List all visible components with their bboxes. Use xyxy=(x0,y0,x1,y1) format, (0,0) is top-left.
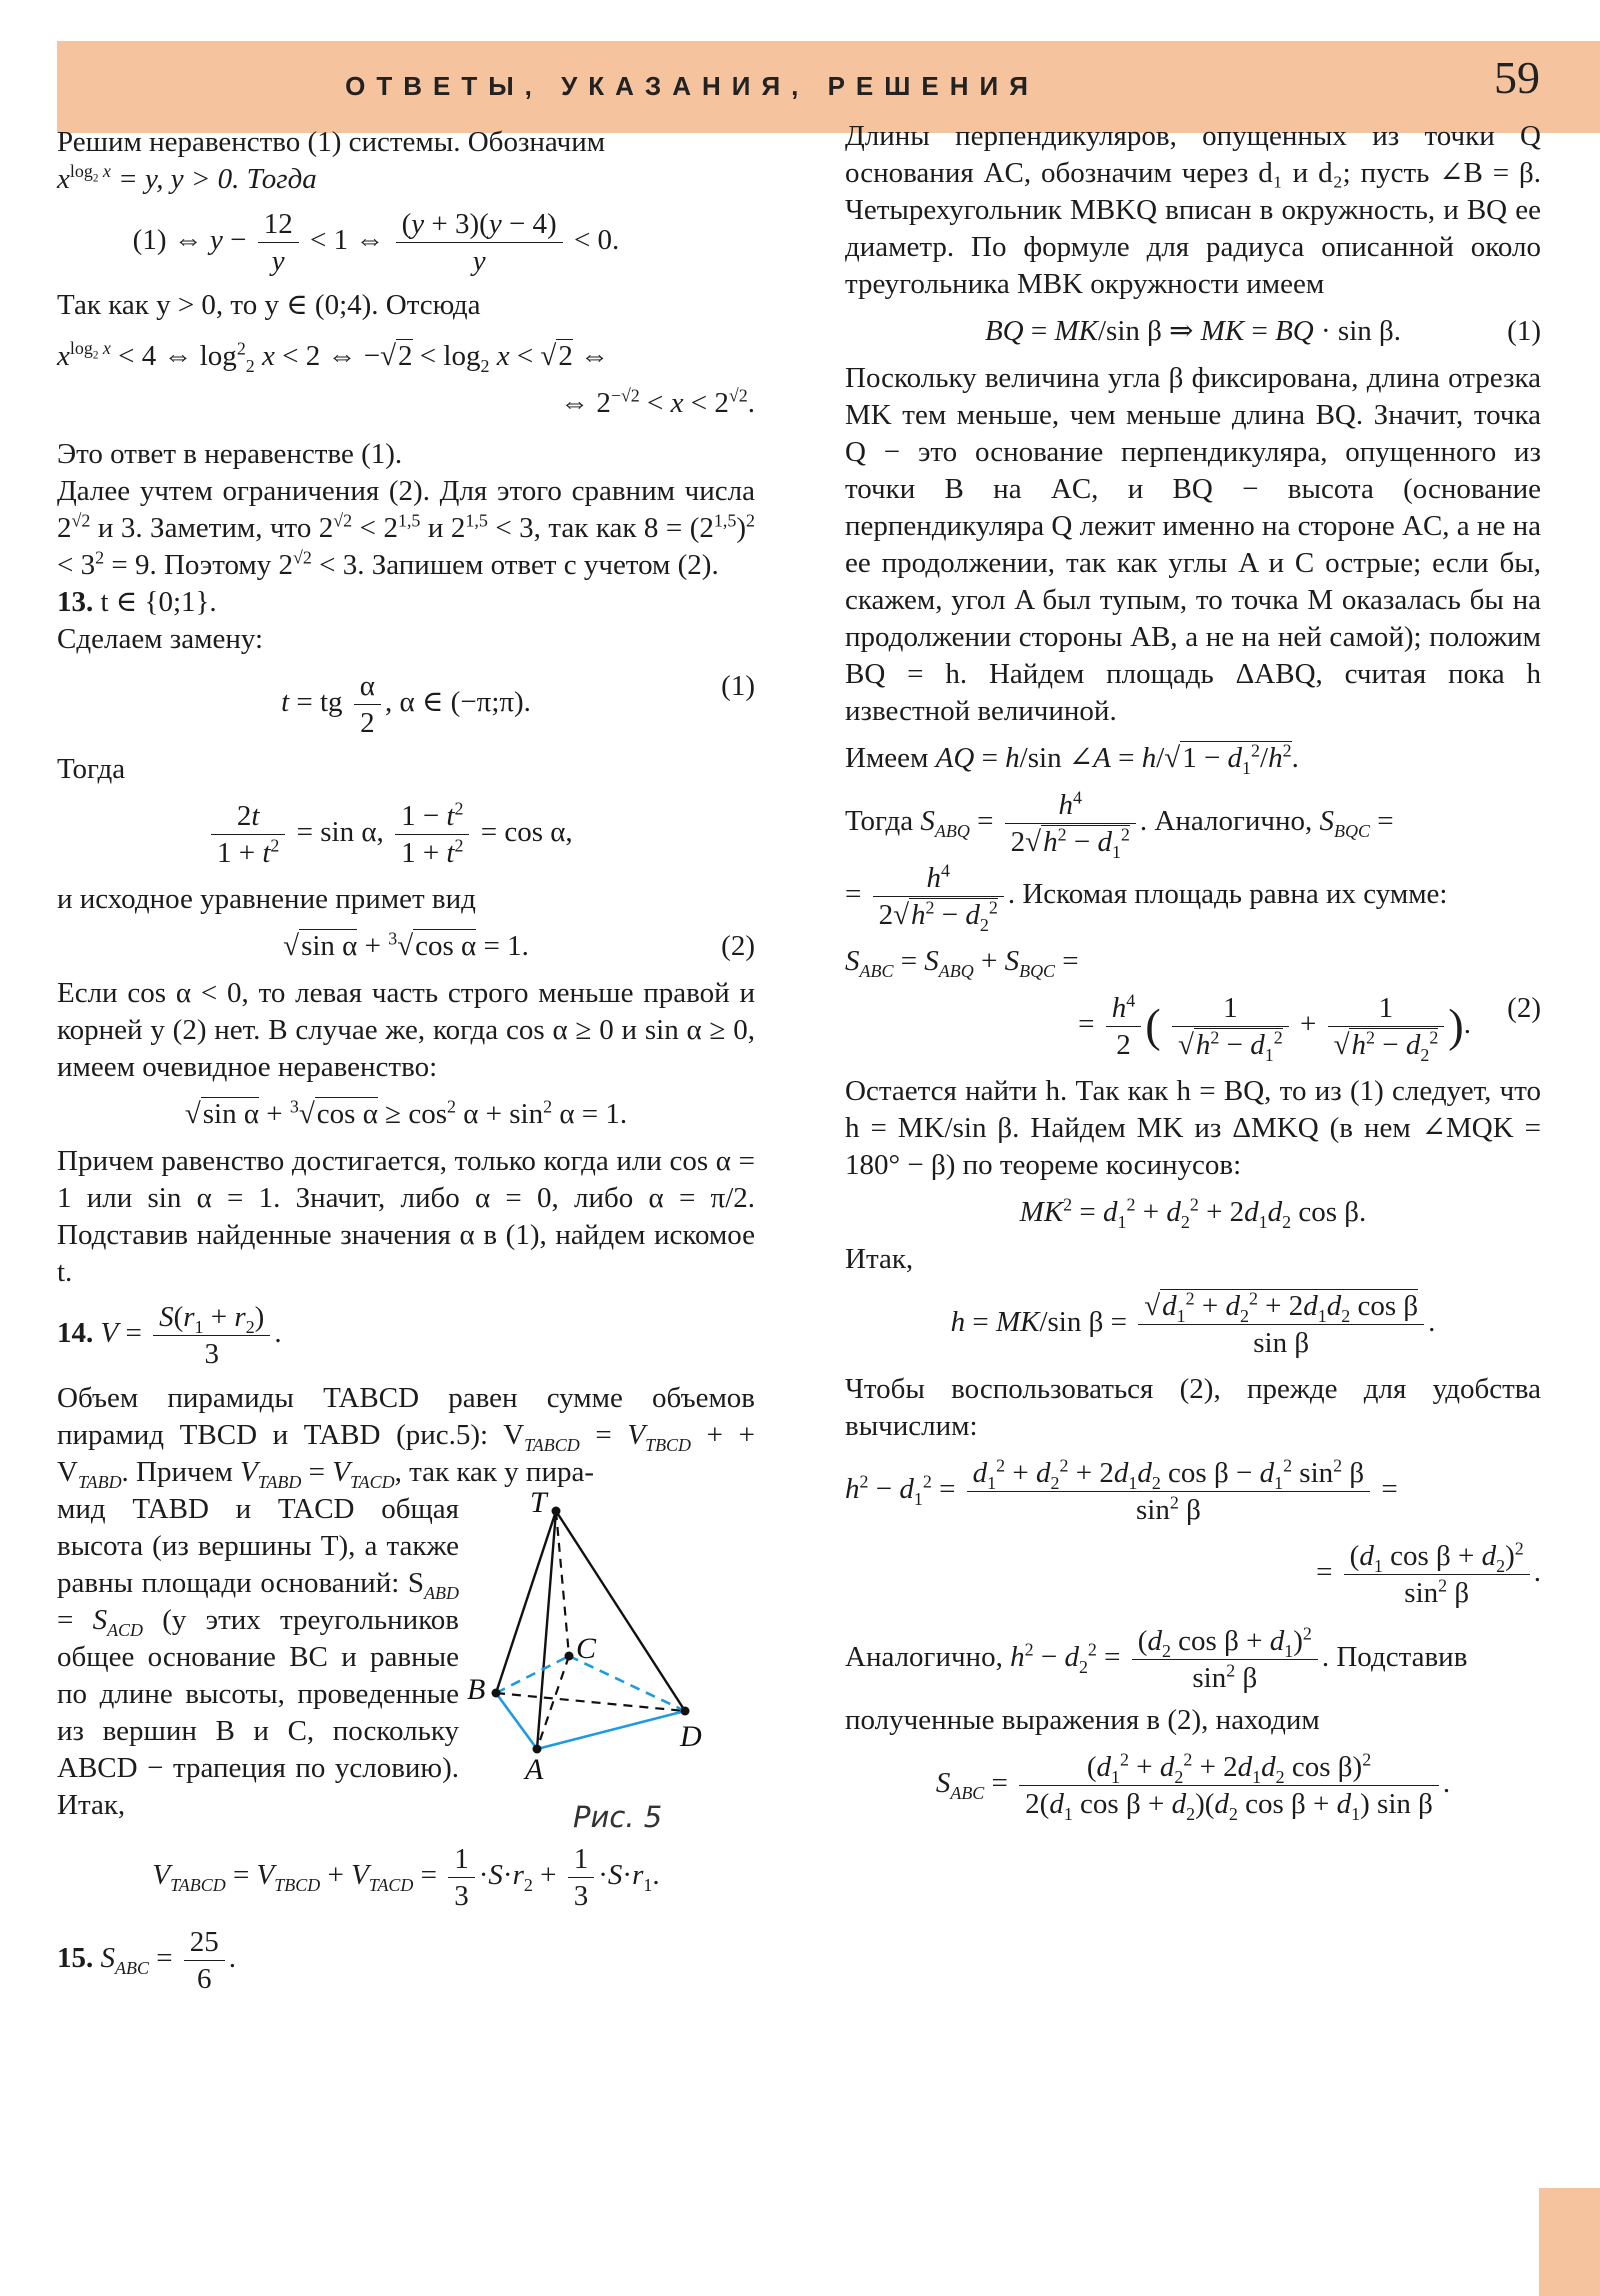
left-para-5: Сделаем замену: xyxy=(57,623,264,655)
right-para-6: Остается найти h. Так как h = BQ, то из (1) следует, что h = MK/sin β. Найдем MK из ΔMKQ (в нем ∠MQK = 180° − β) по теореме косинусов: xyxy=(845,1075,1541,1181)
vertex-t-label: T xyxy=(530,1486,547,1519)
left-para-1: Решим неравенство (1) системы. Обозначим $x^{log_2 x} = y$, y > 0. Тогда xyxy=(57,126,606,195)
left-para-4: Далее учтем ограничения (2). Для этого сравним числа $2^{√2}$ и 3. Заметим, что $2^{√2} < 2^{1,5}$ и $2^{1,5} < 3$, так как $8 = (2^{1,5})^2 < 3^2 = 9$. Поэтому $2^{√2} < 3$. Запишем ответ с учетом (2). xyxy=(57,475,755,581)
pyramid-diagram xyxy=(453,1481,753,1851)
right-para-2: Поскольку величина угла β фиксирована, длина отрезка MK тем меньше, чем меньше длина BQ. Значит, точка Q − это основание перпендикуляра, опущенного из точки B на AC, и BQ − высота (основание перпендикуляра Q лежит именно на стороне AC, а не на ее продолжении, так как углы A и C острые; если бы, скажем, угол A был тупым, то точка M оказалась бы на продолжении стороны AB, а не на ней самой); положим BQ = h. Найдем площадь ΔABQ, считая пока h известной величиной. xyxy=(845,362,1541,727)
right-para-10: полученные выражения в (2), находим xyxy=(845,1704,1320,1736)
formula-h: h = MK/sin β = $\frac{√d_1^2 + d_2^2 + 2d_1d_2 \cos \beta}{\text{sin β}}$ . xyxy=(950,1288,1436,1359)
vertex-d-label: D xyxy=(680,1720,702,1753)
left-para-3: Это ответ в неравенстве (1). xyxy=(57,438,403,470)
vertex-b-label: B xyxy=(467,1673,486,1706)
running-title: ОТВЕТЫ, УКАЗАНИЯ, РЕШЕНИЯ xyxy=(345,71,1039,101)
formula-sabc-2: = $\frac{h^4}{2}$ ( $\frac{1}{√h^2 - d_1^2}$ + $\frac{1}{√h^2 - d_2^2}$ ). (2) xyxy=(1078,990,1541,1065)
formula-tangent-sub: $\frac{2t}{1 + t^2}$ = sin α, $\frac{1 - t^2}{1 + t^2}$ = cos α, xyxy=(207,798,755,871)
formula-equiv-1: (1) ⇔ y − $\frac{12}{y}$ < 1 ⇔ $\frac{(y + 3)(y - 4)}{y}$ < 0. xyxy=(132,208,620,277)
formula-sabc-sum: $S_{ABC} = S_{ABQ} + S_{BQC}$ = xyxy=(845,945,1079,981)
answer-13: 13. t ∈ {0;1}. xyxy=(57,586,217,618)
formula-volume: $V_{TABCD} = V_{TBCD} + V_{TACD}$ = $\frac{1}{3}$ $\cdot S\cdot r_2$ + $\frac{1}{3}$ $\cdot S\cdot r_1$. xyxy=(152,1843,660,1912)
formula-bq: BQ = MK/sin β ⇒ MK = BQ · sin β. (1) xyxy=(984,315,1541,347)
left-para-8: Если cos α < 0, то левая часть строго меньше правой и корней у (2) нет. В случае же, когда cos α ≥ 0 и sin α ≥ 0, имеем очевидное неравенство: xyxy=(57,977,755,1083)
left-column xyxy=(57,118,755,1997)
left-para-11: мид TABD и TACD общая высота (из вершины T), а также равны площади оснований: $S_{ABD} = S_{ACD}$ (у этих треугольников общее основание BC и равные по длине высоты, проведенные из вершин B и C, поскольку ABCD − трапеция по условию). Итак, xyxy=(57,1493,460,1821)
pyramid-figure xyxy=(453,1481,753,1851)
formula-h2-d1-result: = $\frac{(d_1 \cos \beta + d_2)^2}{\sin^2 \beta}$ . xyxy=(1316,1538,1541,1609)
figure-caption: Рис. 5 xyxy=(573,1800,663,1834)
right-para-5: = $\frac{h^4}{2√h^2 - d_2^2}$ . Искомая площадь равна их сумме: xyxy=(845,860,1448,935)
right-para-7: Итак, xyxy=(845,1243,914,1275)
formula-h2-d1: $h^2 - d_1^2$ = $\frac{d_1^2 + d_2^2 + 2d_1d_2 \cos \beta - d_1^2 \sin^2 \beta}{\sin^2 \beta}$ = xyxy=(845,1455,1398,1526)
answer-14: 14. V = $\frac{S(r_1 + r_2)}{3}$ . xyxy=(57,1301,282,1370)
right-para-1: Длины перпендикуляров, опущенных из точки Q основания AC, обозначим через d₁ и d₂; пусть ∠B = β. Четырехугольник MBKQ вписан в окружность, и BQ ее диаметр. По формуле для радиуса описанной около треугольника MBK окружности имеем xyxy=(845,120,1541,300)
left-para-10: Объем пирамиды TABCD равен сумме объемов пирамид TBCD и TABD (рис.5): $V_{TABCD} = V_{TBCD}$ + + $V_{TABD}$. Причем $V_{TABD} = V_{TACD}$, так как у пира- xyxy=(57,1382,756,1492)
left-para-9: Причем равенство достигается, только когда или cos α = 1 или sin α = 1. Значит, либо α = 0, либо α = π/2. Подставив найденные значения α в (1), найдем искомое t. xyxy=(57,1145,755,1288)
right-para-3: Имеем AQ = h/sin ∠A = $h/√1 - d_1^2/h^2$. xyxy=(845,740,1299,778)
left-para-6: Тогда xyxy=(57,753,126,785)
side-tab xyxy=(1539,2188,1600,2296)
left-para-7: и исходное уравнение примет вид xyxy=(57,883,476,915)
wrap-with-figure xyxy=(57,1486,755,1851)
formula-cosine-law: $MK^2 = d_1^2 + d_2^2 + 2d_1d_2$ cos β. xyxy=(1019,1194,1367,1232)
right-column xyxy=(845,118,1541,1832)
answer-15: 15. $S_{ABC}$ = $\frac{25}{6}$ . xyxy=(57,1926,237,1995)
right-para-9: Аналогично, $h^2 - d_2^2$ = $\frac{(d_2 \cos \beta + d_1)^2}{\sin^2 \beta}$ . Подставив xyxy=(845,1623,1468,1694)
vertex-a-label: A xyxy=(525,1753,544,1786)
formula-substitution: t = tg $\frac{\alpha}{2}$ , α ∈ (−π;π). (1) xyxy=(281,670,755,739)
formula-log-ineq: $x^{log_2 x} < 4$ ⇔ $\log^2_2 x < 2$ ⇔ $-√2 < \log_2 x < √2$ ⇔ xyxy=(57,338,610,376)
page-number: 59 xyxy=(1494,52,1540,103)
formula-sabc-final: $S_{ABC}$ = $\frac{(d_1^2 + d_2^2 + 2d_1d_2 \cos \beta)^2}{2(d_1 \cos \beta + d_2)(d_2 \cos \beta + d_1) \sin \beta}$ . xyxy=(935,1749,1451,1824)
formula-inequality: √sin α + $^3$√cos $\alpha \ge \cos^2 \alpha + \sin^2 \alpha = 1$. xyxy=(184,1096,628,1130)
vertex-c-label: C xyxy=(576,1632,597,1665)
formula-log-ineq-2: ⇔ $2^{-√2} < x < 2^{√2}$. xyxy=(560,385,755,419)
right-para-8: Чтобы воспользоваться (2), прежде для удобства вычислим: xyxy=(845,1373,1541,1442)
left-para-2: Так как y > 0, то y ∈ (0;4). Отсюда xyxy=(57,289,481,321)
formula-equation-2: √sin α + $^3$√cos α = 1. (2) xyxy=(283,928,755,962)
right-para-4: Тогда $S_{ABQ}$ = $\frac{h^4}{2√h^2 - d_1^2}$ . Аналогично, $S_{BQC}$ = xyxy=(845,787,1394,862)
